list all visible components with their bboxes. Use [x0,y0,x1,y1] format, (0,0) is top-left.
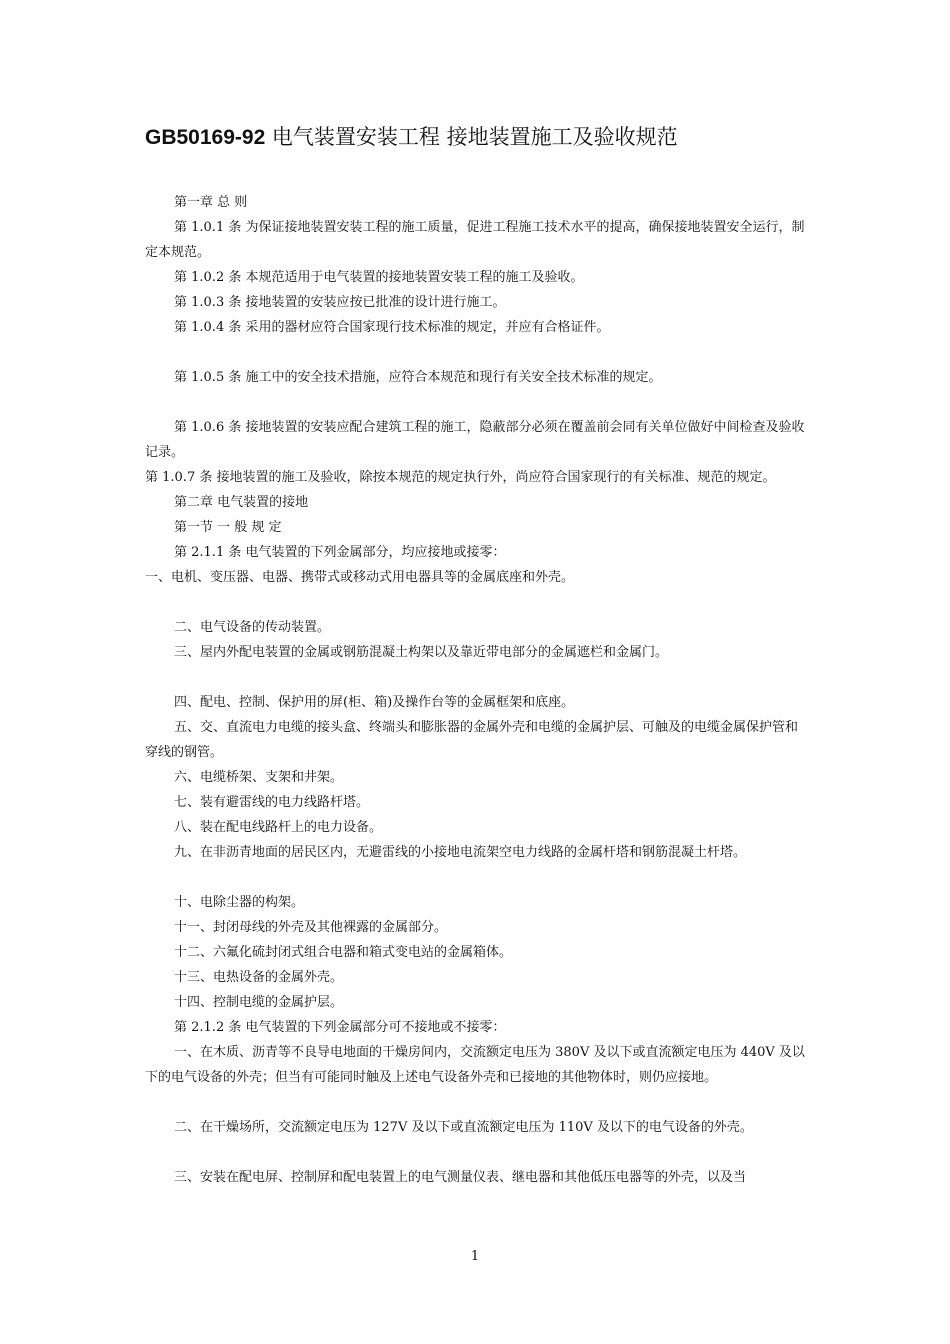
section-heading: 第一节 一 般 规 定 [174,520,282,535]
list-item: 八、装在配电线路杆上的电力设备。 [174,820,383,835]
list-item: 四、配电、控制、保护用的屏(柜、箱)及操作台等的金属框架和底座。 [174,695,575,710]
standard-code: GB50169-92 [145,126,266,149]
list-item: 十、电除尘器的构架。 [174,895,305,910]
article-paragraph: 第 2.1.1 条 电气装置的下列金属部分，均应接地或接零： [174,545,506,560]
list-item: 一、电机、变压器、电器、携带式或移动式用电器具等的金属底座和外壳。 [145,570,575,585]
list-item: 十四、控制电缆的金属护层。 [174,995,344,1010]
list-item: 二、在干燥场所，交流额定电压为 127V 及以下或直流额定电压为 110V 及以下的电气设备的外壳。 [174,1120,753,1135]
list-item: 七、装有避雷线的电力线路杆塔。 [174,795,370,810]
article-paragraph: 第 1.0.6 条 接地装置的安装应配合建筑工程的施工，隐蔽部分必须在覆盖前会同有关单位做好中间检查及验收记录。 [145,420,805,460]
list-item: 三、安装在配电屏、控制屏和配电装置上的电气测量仪表、继电器和其他低压电器等的外壳，以及当 [174,1170,747,1185]
list-item: 二、电气设备的传动装置。 [174,620,331,635]
list-item: 九、在非沥青地面的居民区内，无避雷线的小接地电流架空电力线路的金属杆塔和钢筋混凝土杆塔。 [174,845,747,860]
title-text: 电气装置安装工程 接地装置施工及验收规范 [265,125,678,149]
page-number: 1 [470,1249,480,1264]
document-body [145,190,808,1190]
list-item: 三、屋内外配电装置的金属或钢筋混凝土构架以及靠近带电部分的金属遮栏和金属门。 [174,645,669,660]
article-paragraph: 第 1.0.5 条 施工中的安全技术措施，应符合本规范和现行有关安全技术标准的规定。 [174,370,662,385]
article-paragraph: 第 1.0.2 条 本规范适用于电气装置的接地装置安装工程的施工及验收。 [174,270,584,285]
article-paragraph: 第 1.0.4 条 采用的器材应符合国家现行技术标准的规定，并应有合格证件。 [174,320,610,335]
list-item: 六、电缆桥架、支架和井架。 [174,770,344,785]
document-title [145,122,845,153]
list-item: 一、在木质、沥青等不良导电地面的干燥房间内，交流额定电压为 380V 及以下或直流额定电压为 440V 及以下的电气设备的外壳；但当有可能同时触及上述电气设备外壳和已接地的其他物体时，则仍应接地。 [145,1045,805,1085]
article-paragraph: 第 1.0.7 条 接地装置的施工及验收，除按本规范的规定执行外，尚应符合国家现行的有关标准、规范的规定。 [145,470,776,485]
list-item: 十一、封闭母线的外壳及其他裸露的金属部分。 [174,920,448,935]
chapter-heading: 第一章 总 则 [174,195,248,210]
chapter-heading: 第二章 电气装置的接地 [174,495,309,510]
article-paragraph: 第 1.0.1 条 为保证接地装置安装工程的施工质量，促进工程施工技术水平的提高，确保接地装置安全运行，制定本规范。 [145,220,805,260]
article-paragraph: 第 1.0.3 条 接地装置的安装应按已批准的设计进行施工。 [174,295,506,310]
list-item: 十三、电热设备的金属外壳。 [174,970,344,985]
list-item: 十二、六氟化硫封闭式组合电器和箱式变电站的金属箱体。 [174,945,513,960]
list-item: 五、交、直流电力电缆的接头盒、终端头和膨胀器的金属外壳和电缆的金属护层、可触及的电缆金属保护管和穿线的钢管。 [145,720,799,760]
article-paragraph: 第 2.1.2 条 电气装置的下列金属部分可不接地或不接零： [174,1020,506,1035]
